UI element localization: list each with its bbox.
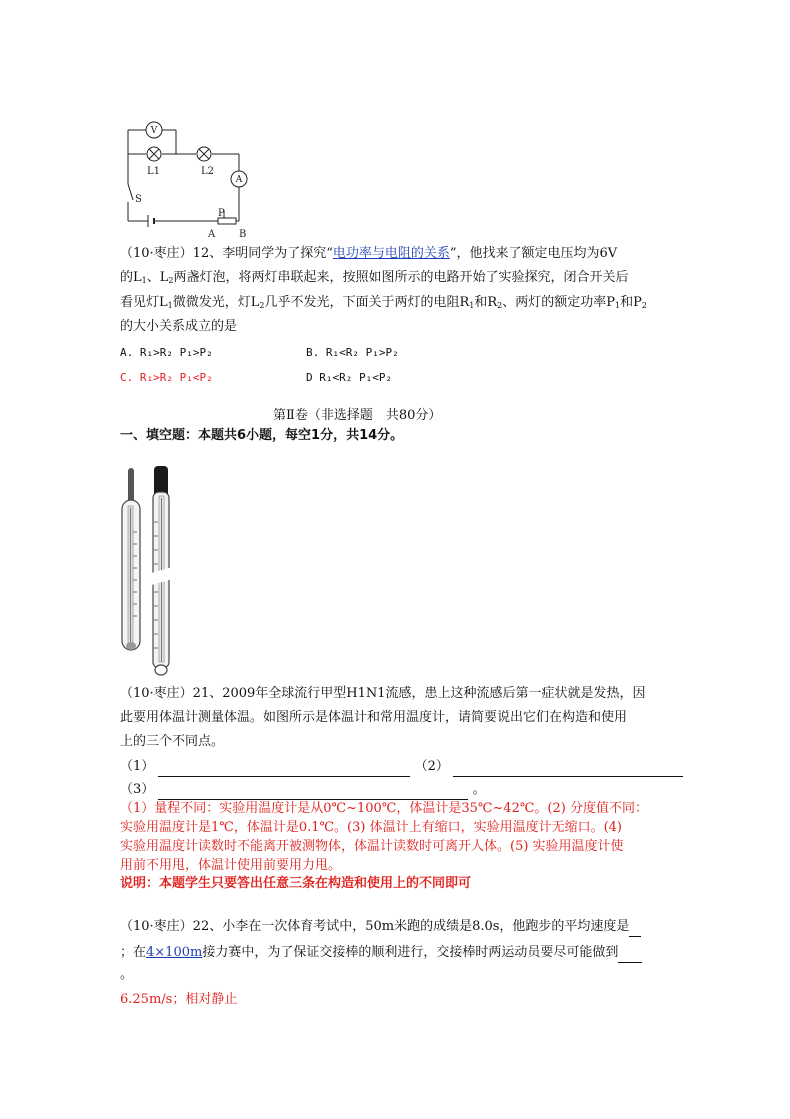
blank3-label: （3） xyxy=(120,782,155,797)
q21-answer-line3: 实验用温度计读数时不能离开被测物体，体温计读数时可离开人体。(5) 实验用温度计使 xyxy=(120,839,624,854)
blank1-label: （1） xyxy=(120,759,155,774)
q21-answer-line2: 实验用温度计是1℃，体温计是0.1℃。(3) 体温计上有缩口，实验用温度计无缩口。(4) xyxy=(120,820,622,835)
q22-blank1[interactable] xyxy=(629,923,641,937)
q21-line3: 上的三个不同点。 xyxy=(120,734,225,749)
q21-line2: 此要用体温计测量体温。如图所示是体温计和常用温度计，请简要说出它们在构造和使用 xyxy=(120,710,628,725)
q12-option-d: D R₁<R₂ P₁<P₂ xyxy=(306,371,393,384)
q21-blanks-row2: （3） 。 xyxy=(120,780,486,800)
q21-blanks-row1 xyxy=(120,757,683,777)
q12-option-c: C. R₁>R₂ P₁<P₂ xyxy=(120,371,213,384)
q12-line3: 看见灯$L_1$微微发光，灯$L_2$几乎不发光，下面关于两灯的电阻$R_1$和$R_2$、两灯的额定功率$P_1$和$P_2$ xyxy=(120,295,647,310)
q22-relay-link[interactable]: 4×100m xyxy=(146,945,203,960)
clinical-thermometer-icon xyxy=(122,468,140,650)
circuit-diagram xyxy=(112,116,262,242)
lamp2-label: L2 xyxy=(201,166,215,177)
blank2-label: （2） xyxy=(414,759,449,774)
thermometer-figure xyxy=(112,462,182,680)
blank3-answer-line[interactable] xyxy=(158,786,468,800)
q22-answer: 6.25m/s；相对静止 xyxy=(120,992,238,1007)
q22-line2: ；在4×100m接力赛中，为了保证交接棒的顺利进行，交接棒时两运动员要尽可能做到 xyxy=(120,943,642,963)
q22-line3: 。 xyxy=(120,967,134,982)
switch-label: S xyxy=(135,194,142,205)
q12-line1: （10·枣庄）12、李明同学为了探究“电功率与电阻的关系”，他找来了额定电压均为6V xyxy=(120,246,618,261)
q22-line1: （10·枣庄）22、小李在一次体育考试中，50m米跑的成绩是8.0s，他跑步的平均速度是 xyxy=(120,917,641,937)
ammeter-label: A xyxy=(235,175,243,185)
q12-option-b: B. R₁<R₂ P₁>P₂ xyxy=(306,346,399,359)
q21-line1: （10·枣庄）21、2009年全球流行甲型H1N1流感，患上这种流感后第一症状就是发热，因 xyxy=(120,686,646,701)
q12-line4: 的大小关系成立的是 xyxy=(120,319,238,334)
q21-answer-line1: （1）量程不同：实验用温度计是从0℃~100℃，体温计是35℃~42℃。(2) 分度值不同： xyxy=(120,801,648,816)
q12-topic-link[interactable]: 电功率与电阻的关系 xyxy=(332,246,450,261)
q22-blank2[interactable] xyxy=(618,949,642,963)
q21-note: 说明：本题学生只要答出任意三条在构造和使用上的不同即可 xyxy=(120,876,472,891)
q12-option-a: A. R₁>R₂ P₁>P₂ xyxy=(120,346,213,359)
lamp1-label: L1 xyxy=(147,166,161,177)
slider-label: P xyxy=(218,208,225,219)
voltmeter-label: V xyxy=(150,126,158,136)
q12-line2: 的$L_1$、$L_2$两盏灯泡，将两灯串联起来，按照如图所示的电路开始了实验探究，闭合开关后 xyxy=(120,270,629,285)
section1-title: 一、填空题：本题共6小题，每空1分，共14分。 xyxy=(120,428,404,443)
end-b-label: B xyxy=(239,229,247,240)
lab-thermometer-icon xyxy=(148,466,176,675)
part2-title: 第Ⅱ卷（非选择题 共80分） xyxy=(273,408,442,423)
blank2-answer-line[interactable] xyxy=(453,763,683,777)
blank1-answer-line[interactable] xyxy=(158,763,410,777)
end-a-label: A xyxy=(208,229,216,240)
q21-answer-line4: 用前不用甩，体温计使用前要用力甩。 xyxy=(120,858,342,873)
